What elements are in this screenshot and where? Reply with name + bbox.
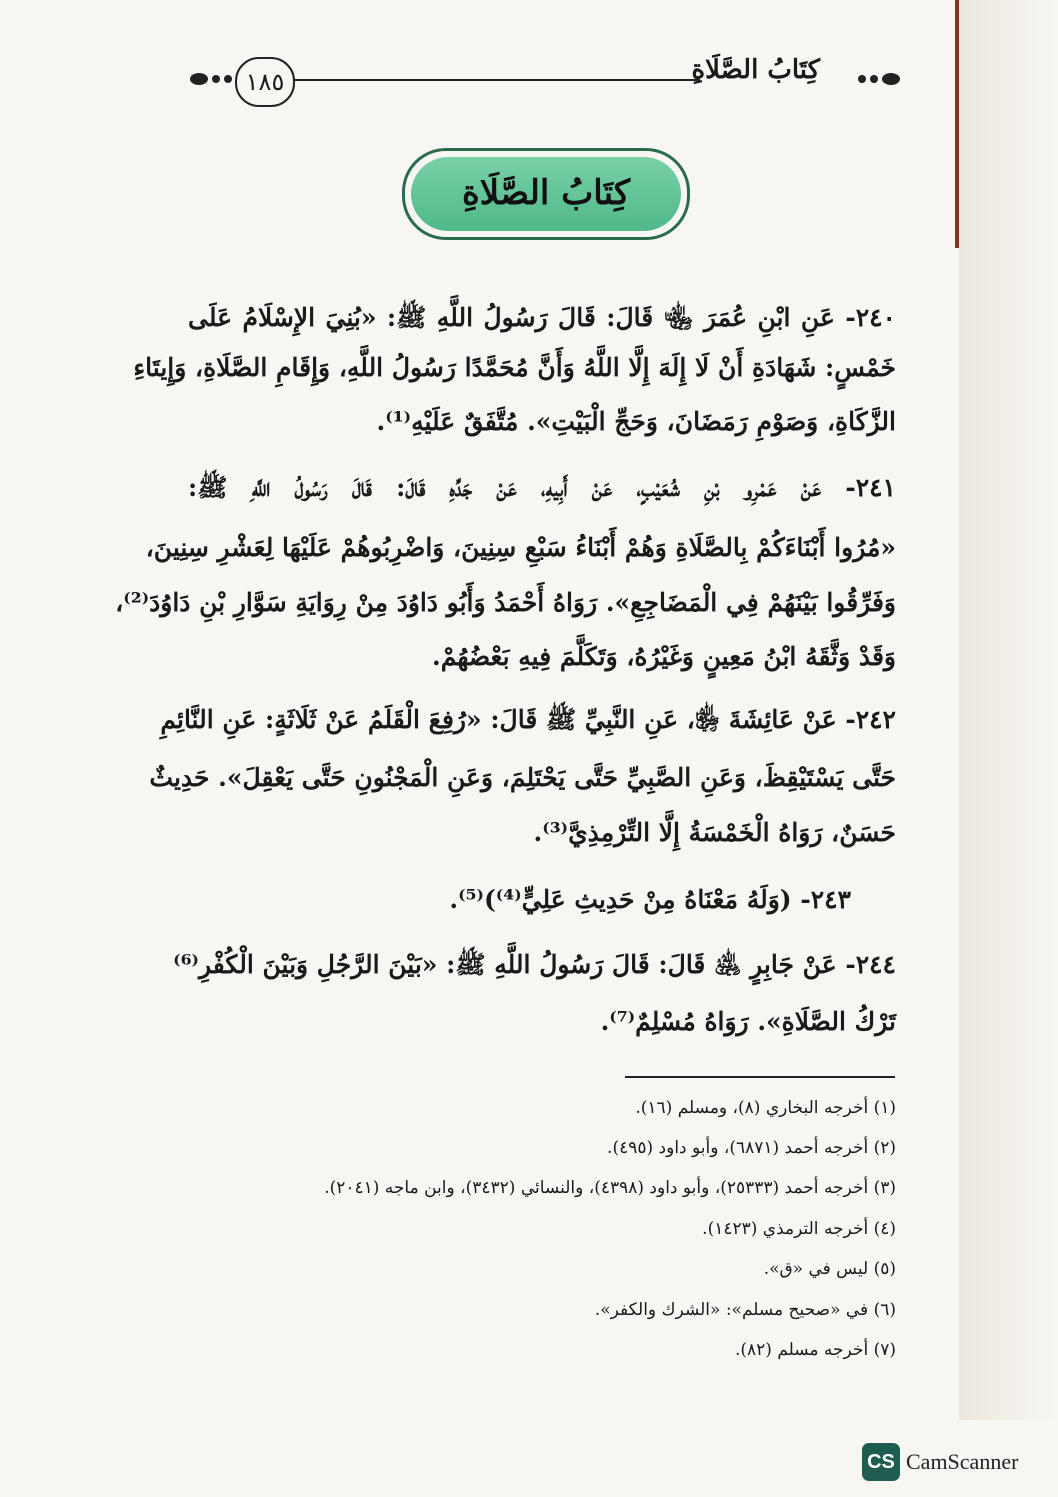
camscanner-name: CamScanner — [906, 1449, 1019, 1474]
footnote: (٧) أخرجه مسلم (٨٢). — [734, 1340, 896, 1360]
footnote: (١) أخرجه البخاري (٨)، ومسلم (١٦). — [635, 1098, 896, 1118]
text-line: ٢٤٠- عَنِ ابْنِ عُمَرَ ﵄ قَالَ: قَالَ رَسُولُ اللَّهِ ﷺ: «بُنِيَ الإِسْلَامُ عَلَى — [188, 303, 896, 332]
text-line: ٢٤٣- (وَلَهُ مَعْنَاهُ مِنْ حَدِيثِ عَلِيٍّ⁽⁴⁾)⁽⁵⁾. — [449, 885, 851, 914]
footnote: (٦) في «صحيح مسلم»: «الشرك والكفر». — [594, 1300, 896, 1320]
running-title: كِتَابُ الصَّلَاةِ — [691, 55, 820, 85]
footnote: (٣) أخرجه أحمد (٢٥٣٣٣)، وأبو داود (٤٣٩٨)، والنسائي (٣٤٣٢)، وابن ماجه (٢٠٤١). — [324, 1178, 896, 1198]
text-line: حَسَنٌ، رَوَاهُ الْخَمْسَةُ إِلَّا التِّرْمِذِيَّ⁽³⁾. — [533, 818, 896, 847]
chapter-title: كِتَابُ الصَّلَاةِ — [411, 157, 681, 231]
page-edge — [955, 0, 959, 248]
text-line: الزَّكَاةِ، وَصَوْمِ رَمَضَانَ، وَحَجِّ الْبَيْتِ». مُتَّفَقٌ عَلَيْهِ⁽¹⁾. — [376, 407, 896, 436]
ornament-left-icon — [190, 71, 236, 87]
footnote: (٥) ليس في «ق». — [763, 1259, 896, 1279]
footnote-rule — [625, 1076, 895, 1078]
text-line: ٢٤١- عَنْ عَمْرِو بْنِ شُعَيْبٍ، عَنْ أَبِيهِ، عَنْ جَدِّهِ قَالَ: قَالَ رَسُولُ اللَّهِ ﷺ: — [188, 473, 896, 502]
text-line: تَرْكُ الصَّلَاةِ». رَوَاهُ مُسْلِمٌ⁽⁷⁾. — [600, 1007, 896, 1036]
text-line: «مُرُوا أَبْنَاءَكُمْ بِالصَّلَاةِ وَهُمْ أَبْنَاءُ سَبْعِ سِنِينَ، وَاضْرِبُوهُمْ عَلَيْهَا لِعَشْرِ سِنِينَ، — [145, 533, 896, 562]
text-line: خَمْسٍ: شَهَادَةِ أَنْ لَا إِلَهَ إِلَّا اللَّهُ وَأَنَّ مُحَمَّدًا رَسُولُ اللَّهِ، وَإِقَامِ الصَّلَاةِ، وَإِيتَاءِ — [133, 353, 896, 382]
header-rule — [280, 79, 700, 81]
page-shadow — [959, 0, 1058, 1420]
text-line: حَتَّى يَسْتَيْقِظَ، وَعَنِ الصَّبِيِّ حَتَّى يَحْتَلِمَ، وَعَنِ الْمَجْنُونِ حَتَّى يَعْقِلَ». حَدِيثٌ — [149, 763, 896, 792]
text-line: ٢٤٢- عَنْ عَائِشَةَ ﵂، عَنِ النَّبِيِّ ﷺ قَالَ: «رُفِعَ الْقَلَمُ عَنْ ثَلَاثَةٍ: عَنِ النَّائِمِ — [160, 705, 896, 734]
camscanner-logo-icon: CS — [862, 1443, 900, 1481]
camscanner-watermark — [862, 1443, 1018, 1481]
text-line: ٢٤٤- عَنْ جَابِرٍ ﵁ قَالَ: قَالَ رَسُولُ اللَّهِ ﷺ: «بَيْنَ الرَّجُلِ وَبَيْنَ الْكُفْرِ⁽⁶⁾ — [173, 950, 896, 979]
footnote: (٤) أخرجه الترمذي (١٤٢٣). — [702, 1219, 896, 1239]
text-line: وَقَدْ وَثَّقَهُ ابْنُ مَعِينٍ وَغَيْرُهُ، وَتَكَلَّمَ فِيهِ بَعْضُهُمْ. — [432, 642, 896, 671]
text-line: وَفَرِّقُوا بَيْنَهُمْ فِي الْمَضَاجِعِ». رَوَاهُ أَحْمَدُ وَأَبُو دَاوُدَ مِنْ رِوَايَةِ سَوَّارِ بْنِ دَاوُدَ⁽²⁾، — [115, 588, 896, 617]
page-header — [190, 55, 900, 110]
chapter-title-box — [402, 148, 690, 240]
ornament-right-icon — [854, 71, 900, 87]
page-number: ١٨٥ — [235, 57, 295, 107]
footnote: (٢) أخرجه أحمد (٦٨٧١)، وأبو داود (٤٩٥). — [607, 1138, 896, 1158]
